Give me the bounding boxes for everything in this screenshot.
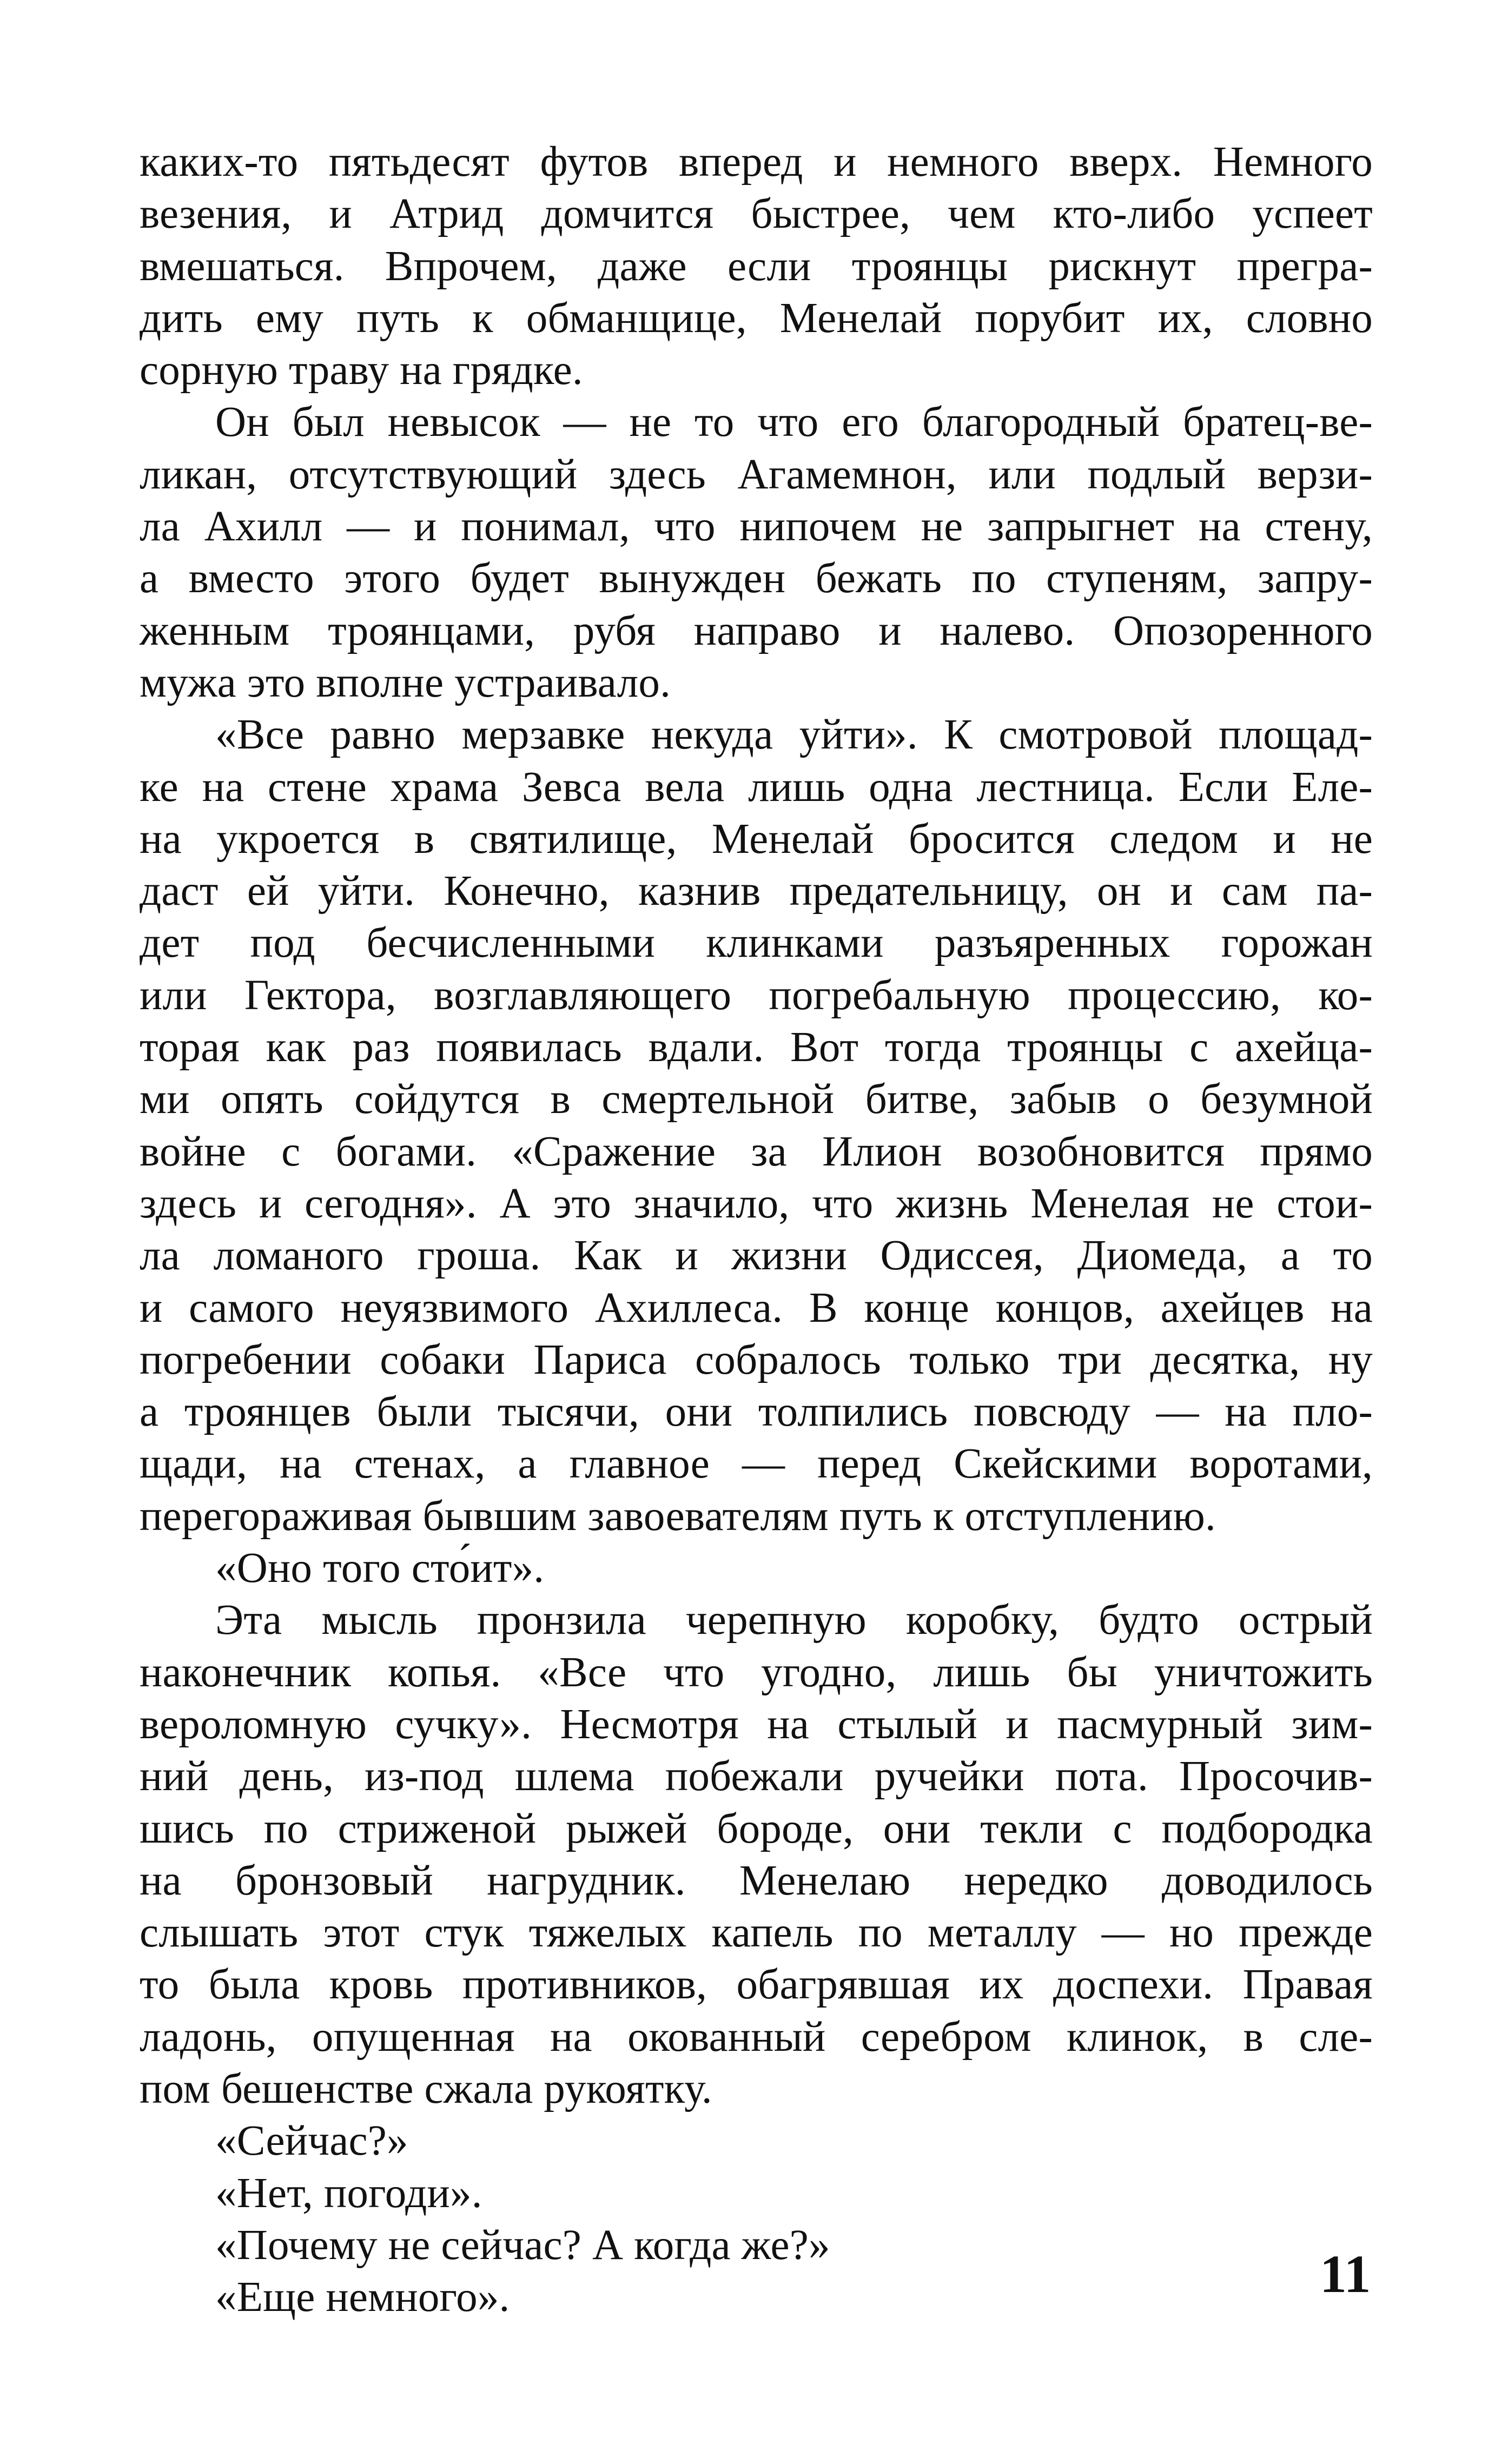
- text-line: [140, 1491, 1373, 1542]
- paragraph: [140, 2115, 1373, 2167]
- text-line: [140, 2011, 1373, 2063]
- text-line: [140, 293, 1373, 345]
- text-line-content: «Сейчас?»: [215, 2117, 408, 2165]
- text-line: [140, 1594, 1373, 1646]
- paragraph: [140, 396, 1373, 709]
- body-text: [140, 136, 1373, 2323]
- text-line-content: пом бешенстве сжала рукоятку.: [140, 2065, 712, 2112]
- text-line: [140, 1699, 1373, 1751]
- text-line: [140, 709, 1373, 761]
- paragraph: [140, 709, 1373, 1542]
- text-line: [140, 1751, 1373, 1803]
- text-line: [140, 657, 1373, 709]
- text-line-content: ми опять сойдутся в смертельной битве, забыв о безумной: [140, 1076, 1373, 1123]
- text-line-content: то была кровь противников, обагрявшая их доспехи. Правая: [140, 1961, 1373, 2009]
- text-line-content: Он был невысок — не то что его благородный братец-ве-: [215, 399, 1373, 446]
- text-line-content: погребении собаки Париса собралось только три десятка, ну: [140, 1336, 1373, 1383]
- text-line: [140, 501, 1373, 553]
- text-line: [140, 188, 1373, 240]
- text-line: [140, 917, 1373, 969]
- text-line: [140, 1438, 1373, 1490]
- paragraph: [140, 1594, 1373, 2115]
- text-line-content: «Еще немного».: [215, 2274, 510, 2321]
- text-line: [140, 1230, 1373, 1282]
- text-line-content: ний день, из-под шлема побежали ручейки пота. Просочив-: [140, 1753, 1373, 1800]
- text-line: [140, 1959, 1373, 2011]
- text-line: [140, 1282, 1373, 1334]
- text-line-content: и самого неуязвимого Ахиллеса. В конце концов, ахейцев на: [140, 1284, 1373, 1332]
- text-line: [140, 605, 1373, 657]
- text-line-content: шись по стриженой рыжей бороде, они текли с подбородка: [140, 1805, 1373, 1852]
- text-line-content: ла Ахилл — и понимал, что нипочем не запрыгнет на стену,: [140, 503, 1373, 551]
- text-line: [140, 2220, 1373, 2271]
- text-line: [140, 1334, 1373, 1386]
- text-line-content: вмешаться. Впрочем, даже если троянцы рискнут прегра-: [140, 242, 1373, 290]
- text-line-content: ликан, отсутствующий здесь Агамемнон, или подлый верзи-: [140, 451, 1373, 498]
- text-line: [140, 1386, 1373, 1438]
- text-line-content: мужа это вполне устраивало.: [140, 659, 671, 706]
- text-line-content: дить ему путь к обманщице, Менелай порубит их, словно: [140, 294, 1373, 342]
- text-line: [140, 761, 1373, 813]
- text-line-content: вероломную сучку». Несмотря на стылый и пасмурный зим-: [140, 1700, 1373, 1748]
- text-line-content: дет под бесчисленными клинками разъяренных горожан: [140, 919, 1373, 967]
- page-number: 11: [1320, 2244, 1371, 2304]
- text-line-content: слышать этот стук тяжелых капель по металлу — но прежде: [140, 1909, 1373, 1957]
- text-line: [140, 1542, 1373, 1594]
- text-line-content: ке на стене храма Зевса вела лишь одна лестница. Если Еле-: [140, 763, 1373, 811]
- text-line-content: торая как раз появилась вдали. Вот тогда троянцы с ахейца-: [140, 1024, 1373, 1071]
- text-line: [140, 1126, 1373, 1178]
- text-line-content: сорную траву на грядке.: [140, 347, 583, 394]
- text-line-content: на бронзовый нагрудник. Менелаю нередко доводилось: [140, 1857, 1373, 1904]
- text-line-content: на укроется в святилище, Менелай бросится следом и не: [140, 815, 1373, 863]
- text-line: [140, 2063, 1373, 2115]
- text-line: [140, 241, 1373, 293]
- text-line: [140, 1022, 1373, 1074]
- text-line-content: ладонь, опущенная на окованный серебром клинок, в сле-: [140, 2013, 1373, 2061]
- text-line: [140, 970, 1373, 1022]
- paragraph: [140, 2168, 1373, 2220]
- text-line-content: ла ломаного гроша. Как и жизни Одиссея, Диомеда, а то: [140, 1232, 1373, 1280]
- text-line: [140, 2271, 1373, 2323]
- text-line-content: «Оно того сто́ит».: [215, 1545, 545, 1592]
- paragraph: [140, 2271, 1373, 2323]
- text-line-content: здесь и сегодня». А это значило, что жизнь Менелая не стои-: [140, 1180, 1373, 1227]
- paragraph: [140, 1542, 1373, 1594]
- text-line: [140, 1803, 1373, 1855]
- text-line-content: перегораживая бывшим завоевателям путь к отступлению.: [140, 1492, 1216, 1540]
- text-line-content: даст ей уйти. Конечно, казнив предательницу, он и сам па-: [140, 867, 1373, 915]
- text-line: [140, 1647, 1373, 1699]
- text-line: [140, 1178, 1373, 1230]
- text-line-content: «Все равно мерзавке некуда уйти». К смотровой площад-: [215, 711, 1373, 759]
- text-line: [140, 813, 1373, 865]
- text-line-content: Эта мысль пронзила черепную коробку, будто острый: [215, 1597, 1373, 1644]
- text-line-content: каких-то пятьдесят футов вперед и немного вверх. Немного: [140, 138, 1373, 186]
- text-line-content: а вместо этого будет вынужден бежать по ступеням, запру-: [140, 555, 1373, 602]
- paragraph: [140, 136, 1373, 396]
- text-line-content: а троянцев были тысячи, они толпились повсюду — на пло-: [140, 1388, 1373, 1436]
- text-line: [140, 553, 1373, 605]
- text-line-content: везения, и Атрид домчится быстрее, чем кто-либо успеет: [140, 190, 1373, 238]
- text-line-content: или Гектора, возглавляющего погребальную процессию, ко-: [140, 971, 1373, 1019]
- text-line: [140, 2115, 1373, 2167]
- text-line: [140, 345, 1373, 396]
- text-line: [140, 449, 1373, 501]
- text-line: [140, 865, 1373, 917]
- text-line-content: наконечник копья. «Все что угодно, лишь бы уничтожить: [140, 1648, 1373, 1696]
- text-line-content: щади, на стенах, а главное — перед Скейскими воротами,: [140, 1440, 1373, 1488]
- text-line: [140, 1855, 1373, 1907]
- text-line-content: войне с богами. «Сражение за Илион возобновится прямо: [140, 1128, 1373, 1175]
- paragraph: [140, 2220, 1373, 2271]
- text-line-content: «Почему не сейчас? А когда же?»: [215, 2221, 830, 2269]
- text-line-content: женным троянцами, рубя направо и налево. Опозоренного: [140, 607, 1373, 654]
- text-line: [140, 1907, 1373, 1959]
- text-line: [140, 136, 1373, 188]
- text-line: [140, 396, 1373, 448]
- text-line: [140, 2168, 1373, 2220]
- text-line-content: «Нет, погоди».: [215, 2169, 482, 2217]
- text-line: [140, 1074, 1373, 1125]
